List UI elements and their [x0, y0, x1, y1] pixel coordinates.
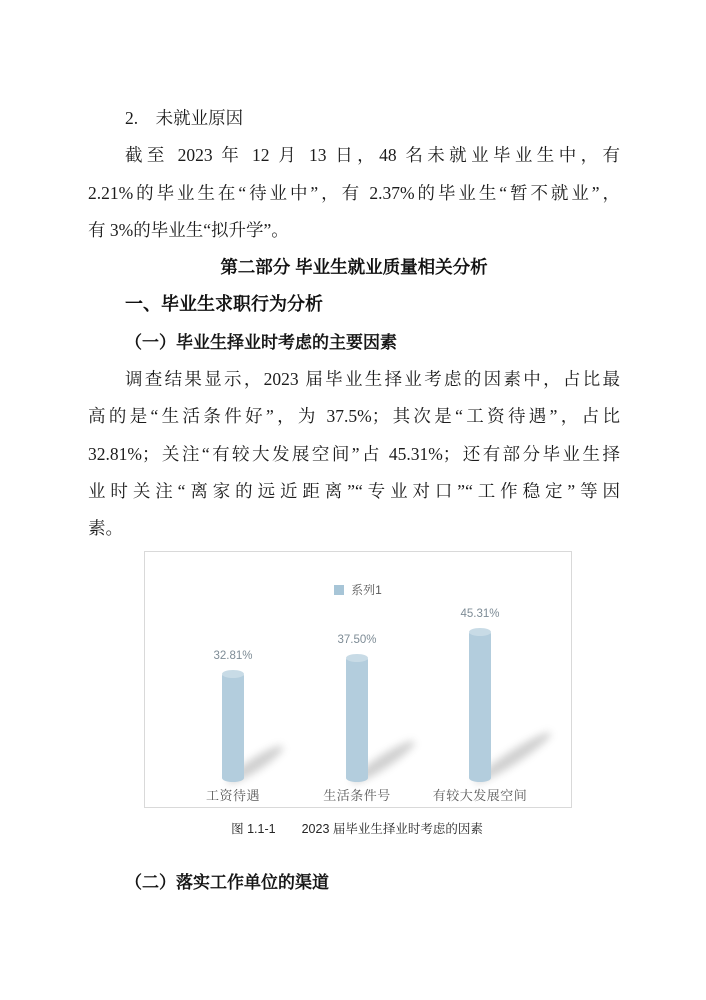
chart-bar — [346, 655, 368, 782]
bar-category-label: 有较大发展空间 — [432, 787, 528, 803]
paragraph-line: 调查结果显示，2023 届毕业生择业考虑的因素中，占比最 — [125, 369, 620, 390]
paragraph-line: 32.81%；关注“有较大发展空间”占 45.31%；还有部分毕业生择 — [88, 443, 620, 464]
caption-label: 图 1.1-1 — [231, 821, 276, 836]
paragraph-line: 有 3%的毕业生“拟升学”。 — [88, 219, 289, 240]
bar-top-lid — [222, 670, 244, 678]
bar-value-label: 45.31% — [460, 607, 500, 620]
bar-top-lid — [346, 654, 368, 662]
paragraph-line: 高的是“生活条件好”，为 37.5%；其次是“工资待遇”，占比 — [88, 406, 620, 427]
paragraph-line: 业时关注“离家的远近距离”“专业对口”“工作稳定”等因 — [88, 480, 620, 501]
bar-value-label: 32.81% — [213, 649, 253, 662]
paragraph-line: 2.21%的毕业生在“待业中”，有 2.37%的毕业生“暂不就业”， — [88, 182, 620, 203]
bar-category-label: 工资待遇 — [205, 787, 260, 803]
legend-label: 系列1 — [351, 583, 382, 598]
subsection-2-heading: （二）落实工作单位的渠道 — [125, 872, 329, 892]
paragraph-survey — [88, 361, 620, 547]
part-title: 第二部分 毕业生就业质量相关分析 — [220, 257, 488, 278]
chart-legend — [145, 583, 571, 597]
chart-bar — [469, 629, 491, 782]
paragraph-line: 截至 2023 年 12 月 13 日，48 名未就业毕业生中，有 — [125, 145, 620, 166]
legend-swatch — [334, 585, 344, 595]
bar-value-label: 37.50% — [337, 633, 377, 646]
subsection-1-heading: （一）毕业生择业时考虑的主要因素 — [125, 332, 397, 352]
chart-bar — [222, 671, 244, 782]
figure-chart — [144, 551, 572, 808]
paragraph-line: 素。 — [88, 518, 123, 539]
figure-caption — [144, 821, 570, 837]
bar-category-label: 生活条件号 — [323, 787, 391, 803]
chapter-heading: 一、毕业生求职行为分析 — [125, 294, 323, 315]
bar-top-lid — [469, 628, 491, 636]
paragraph-unemployed — [88, 137, 620, 249]
caption-text: 2023 届毕业生择业时考虑的因素 — [301, 821, 483, 836]
page-content — [88, 0, 620, 901]
section-heading: 2. 未就业原因 — [125, 108, 244, 128]
